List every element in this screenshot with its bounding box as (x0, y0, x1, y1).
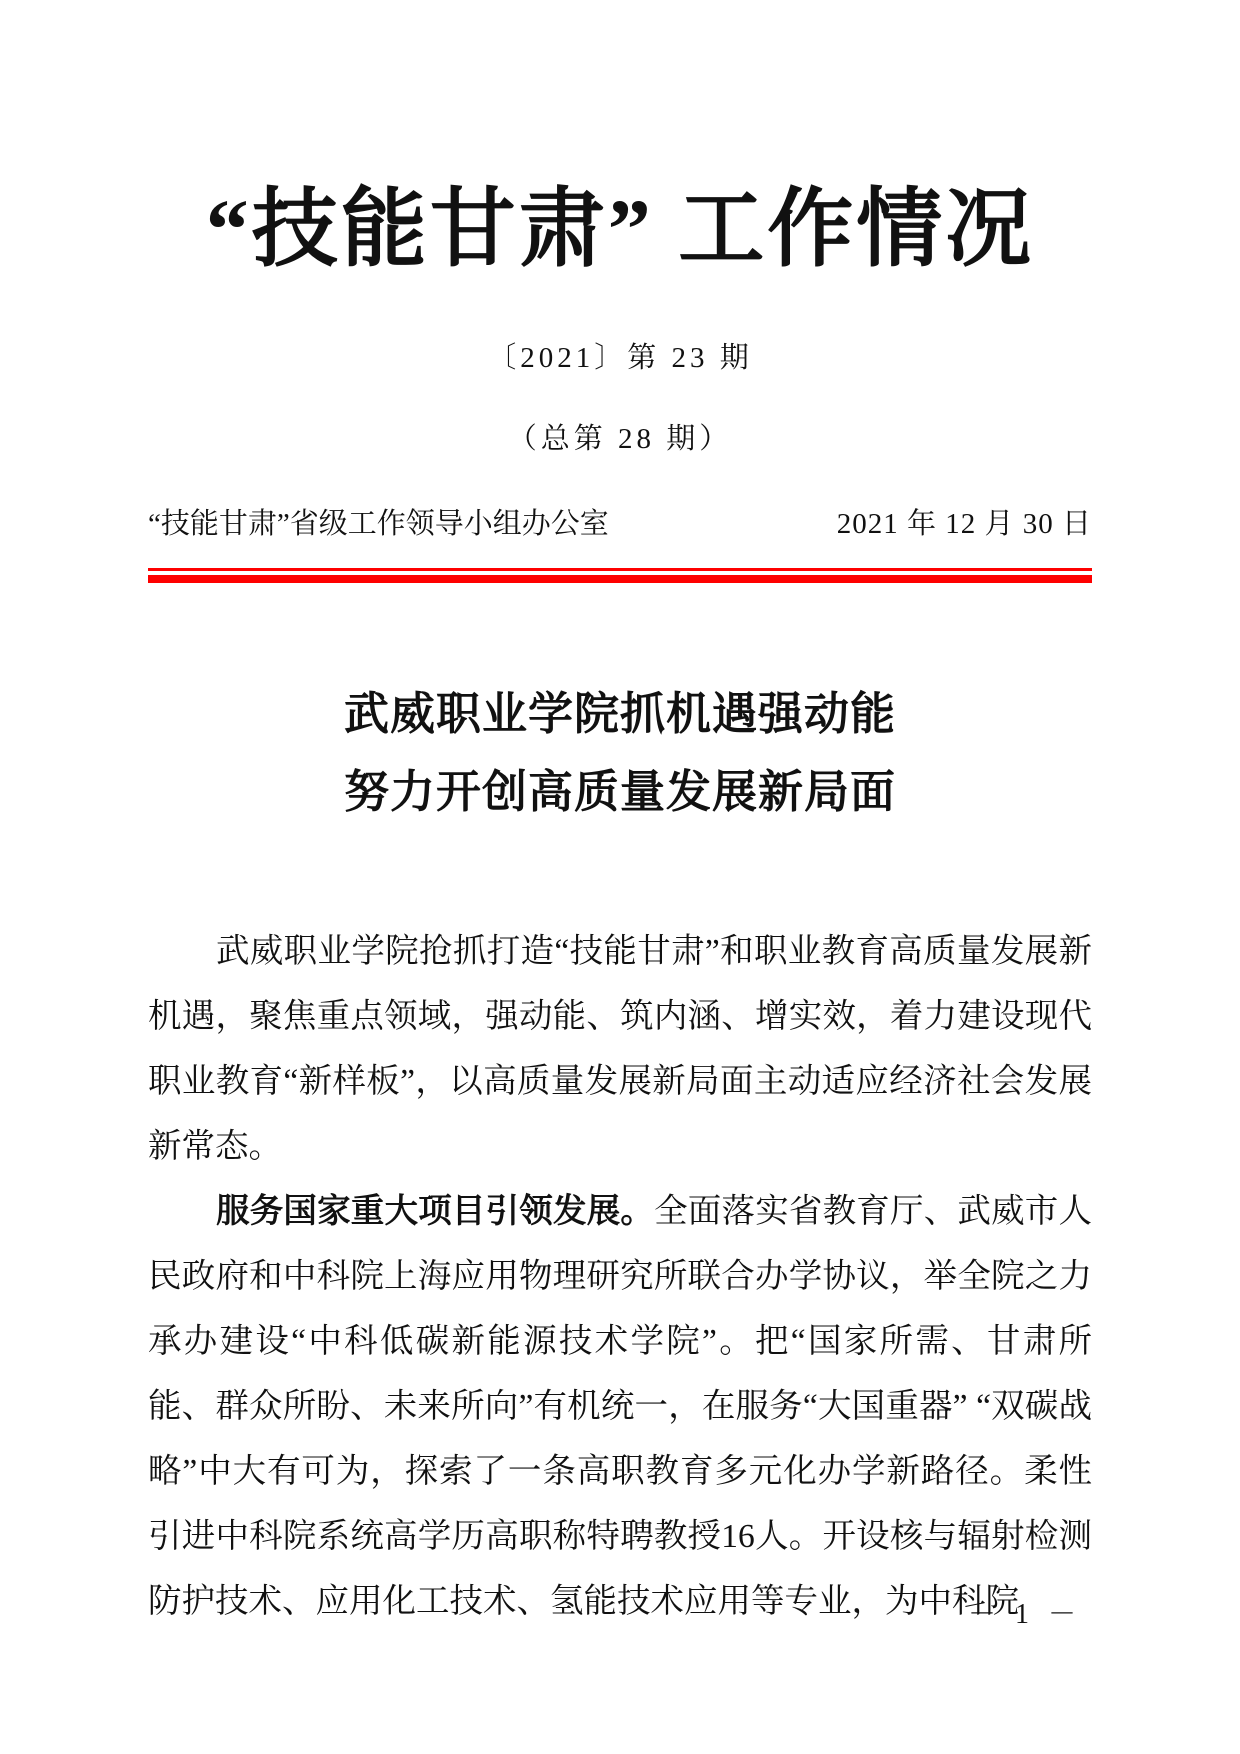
article-body (148, 919, 1092, 1634)
body-paragraph (148, 919, 1092, 1179)
issue-number: 〔2021〕第 23 期 (487, 341, 753, 374)
paragraph-text: 全面落实省教育厅、武威市人民政府和中科院上海应用物理研究所联合办学协议，举全院之力承办建设“中科低碳新能源技术学院”。把“国家所需、甘肃所能、群众所盼、未来所向”有机统一，在服务“大国重器” “双碳战略”中大有可为，探索了一条高职教育多元化办学新路径。柔性引进中科院系统高学历高职称特聘教授16人。开设核与辐射检测防护技术、应用化工技术、氢能技术应用等专业，为中科院 (148, 1192, 1093, 1620)
paragraph-text: 武威职业学院抢抓打造“技能甘肃”和职业教育高质量发展新机遇，聚焦重点领域，强动能、筑内涵、增实效，着力建设现代职业教育“新样板”，以高质量发展新局面主动适应经济社会发展新常态。 (148, 932, 1092, 1165)
paragraph-lead: 服务国家重大项目引领发展。 (216, 1192, 655, 1230)
document-title: “技能甘肃” 工作情况 (205, 181, 1035, 277)
issuing-office: “技能甘肃”省级工作领导小组办公室 (148, 507, 609, 540)
article-title-line-1: 武威职业学院抓机遇强动能 (343, 688, 896, 739)
cumulative-issue-number: （总第 28 期） (507, 422, 733, 455)
document-content (0, 182, 1240, 1634)
issuer-row (148, 501, 1092, 542)
article-title (148, 675, 1092, 831)
body-paragraph (148, 1179, 1092, 1634)
red-rule-thick (148, 575, 1092, 583)
red-separator-rule (148, 568, 1092, 583)
issue-date: 2021 年 12 月 30 日 (836, 507, 1092, 540)
page-number: － 1 － (967, 1599, 1082, 1630)
article-title-line-2: 努力开创高质量发展新局面 (343, 766, 896, 817)
